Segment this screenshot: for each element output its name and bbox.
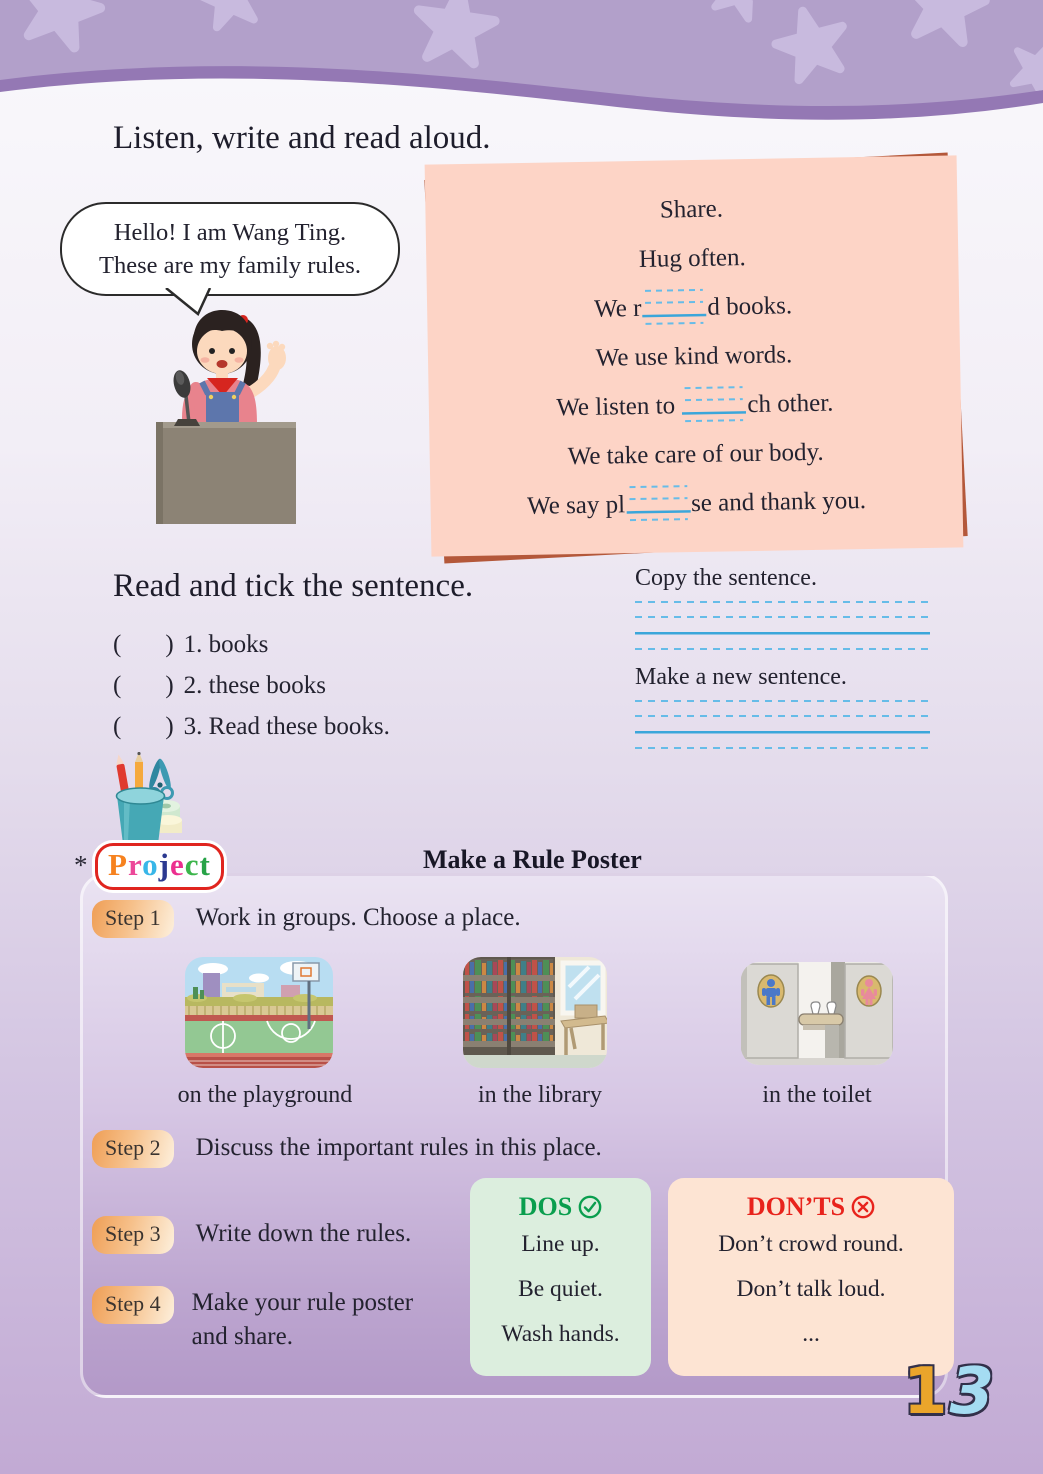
page-digit-giraffe: 1 xyxy=(903,1355,950,1429)
speech-line-1: Hello! I am Wang Ting. xyxy=(113,219,347,246)
dos-panel xyxy=(470,1178,651,1376)
speech-bubble xyxy=(60,202,400,296)
new-sentence-label: Make a new sentence. xyxy=(635,664,847,690)
project-logo: Project xyxy=(95,843,224,890)
rule-line: We take care of our body. xyxy=(567,438,824,470)
donts-item: ... xyxy=(802,1321,820,1347)
dos-item: Line up. xyxy=(521,1231,600,1257)
library-image[interactable] xyxy=(463,957,607,1068)
dos-title-row xyxy=(470,1192,651,1222)
tick-option: ( ) 3. Read these books. xyxy=(113,713,390,740)
tick-option: ( ) 1. books xyxy=(113,631,269,658)
page-digit-snake: 3 xyxy=(949,1355,997,1429)
place-label-library: in the library xyxy=(478,1082,602,1108)
donts-item: Don’t talk loud. xyxy=(736,1276,886,1302)
step-1-badge: Step 1 xyxy=(92,900,174,938)
step-3-text: Write down the rules. xyxy=(195,1220,412,1247)
dos-item: Be quiet. xyxy=(518,1276,603,1302)
donts-title: DON’TS xyxy=(746,1192,846,1221)
project-asterisk: * xyxy=(74,850,88,880)
card-front-sheet xyxy=(425,155,964,556)
podium xyxy=(156,422,296,524)
fill-in-blank[interactable] xyxy=(642,288,707,324)
donts-panel xyxy=(668,1178,954,1376)
project-title: Make a Rule Poster xyxy=(423,845,642,874)
speech-line-2: These are my family rules. xyxy=(99,252,361,279)
dos-item: Wash hands. xyxy=(501,1321,620,1347)
fill-in-blank[interactable] xyxy=(682,386,747,422)
check-circle-icon xyxy=(578,1195,602,1219)
step-2-badge: Step 2 xyxy=(92,1130,174,1168)
page-number xyxy=(903,1355,997,1429)
family-rules-card xyxy=(428,160,960,552)
writing-guide-lines[interactable] xyxy=(635,601,930,650)
speech-bubble-tail xyxy=(162,288,214,316)
tick-options-list xyxy=(113,624,390,747)
cross-circle-icon xyxy=(851,1195,875,1219)
rule-line: Hug often. xyxy=(638,243,746,273)
pencil-cup-icon xyxy=(88,752,193,847)
rule-line: We use kind words. xyxy=(595,340,793,372)
step-4-badge: Step 4 xyxy=(92,1286,174,1324)
place-label-toilet: in the toilet xyxy=(762,1082,872,1108)
tick-section-title: Read and tick the sentence. xyxy=(113,568,474,604)
donts-title-row xyxy=(668,1192,954,1222)
donts-item: Don’t crowd round. xyxy=(718,1231,904,1257)
toilet-image[interactable] xyxy=(741,962,893,1065)
step-4-row xyxy=(92,1286,413,1354)
place-label-playground: on the playground xyxy=(177,1082,353,1108)
step-1-row xyxy=(92,900,521,938)
step-2-text: Discuss the important rules in this place. xyxy=(195,1134,602,1161)
listen-section-title: Listen, write and read aloud. xyxy=(113,120,491,156)
copy-sentence-label: Copy the sentence. xyxy=(635,565,817,591)
rule-line: We listen to ch other. xyxy=(428,376,961,434)
copy-sentence-block xyxy=(635,565,930,763)
step-3-row xyxy=(92,1216,411,1254)
step-4-text: Make your rule poster and share. xyxy=(191,1289,414,1350)
step-2-row xyxy=(92,1130,602,1168)
fill-in-blank[interactable] xyxy=(626,485,691,521)
girl-at-podium-illustration xyxy=(110,292,340,532)
tick-option: ( ) 2. these books xyxy=(113,672,327,699)
dos-title: DOS xyxy=(518,1192,573,1221)
playground-image[interactable] xyxy=(185,957,333,1068)
step-1-text: Work in groups. Choose a place. xyxy=(195,904,521,931)
step-3-badge: Step 3 xyxy=(92,1216,174,1254)
rule-line: We r d books. xyxy=(427,278,960,336)
rule-line: Share. xyxy=(659,194,724,224)
rule-line: We say pl se and thank you. xyxy=(526,486,867,520)
writing-guide-lines[interactable] xyxy=(635,700,930,749)
